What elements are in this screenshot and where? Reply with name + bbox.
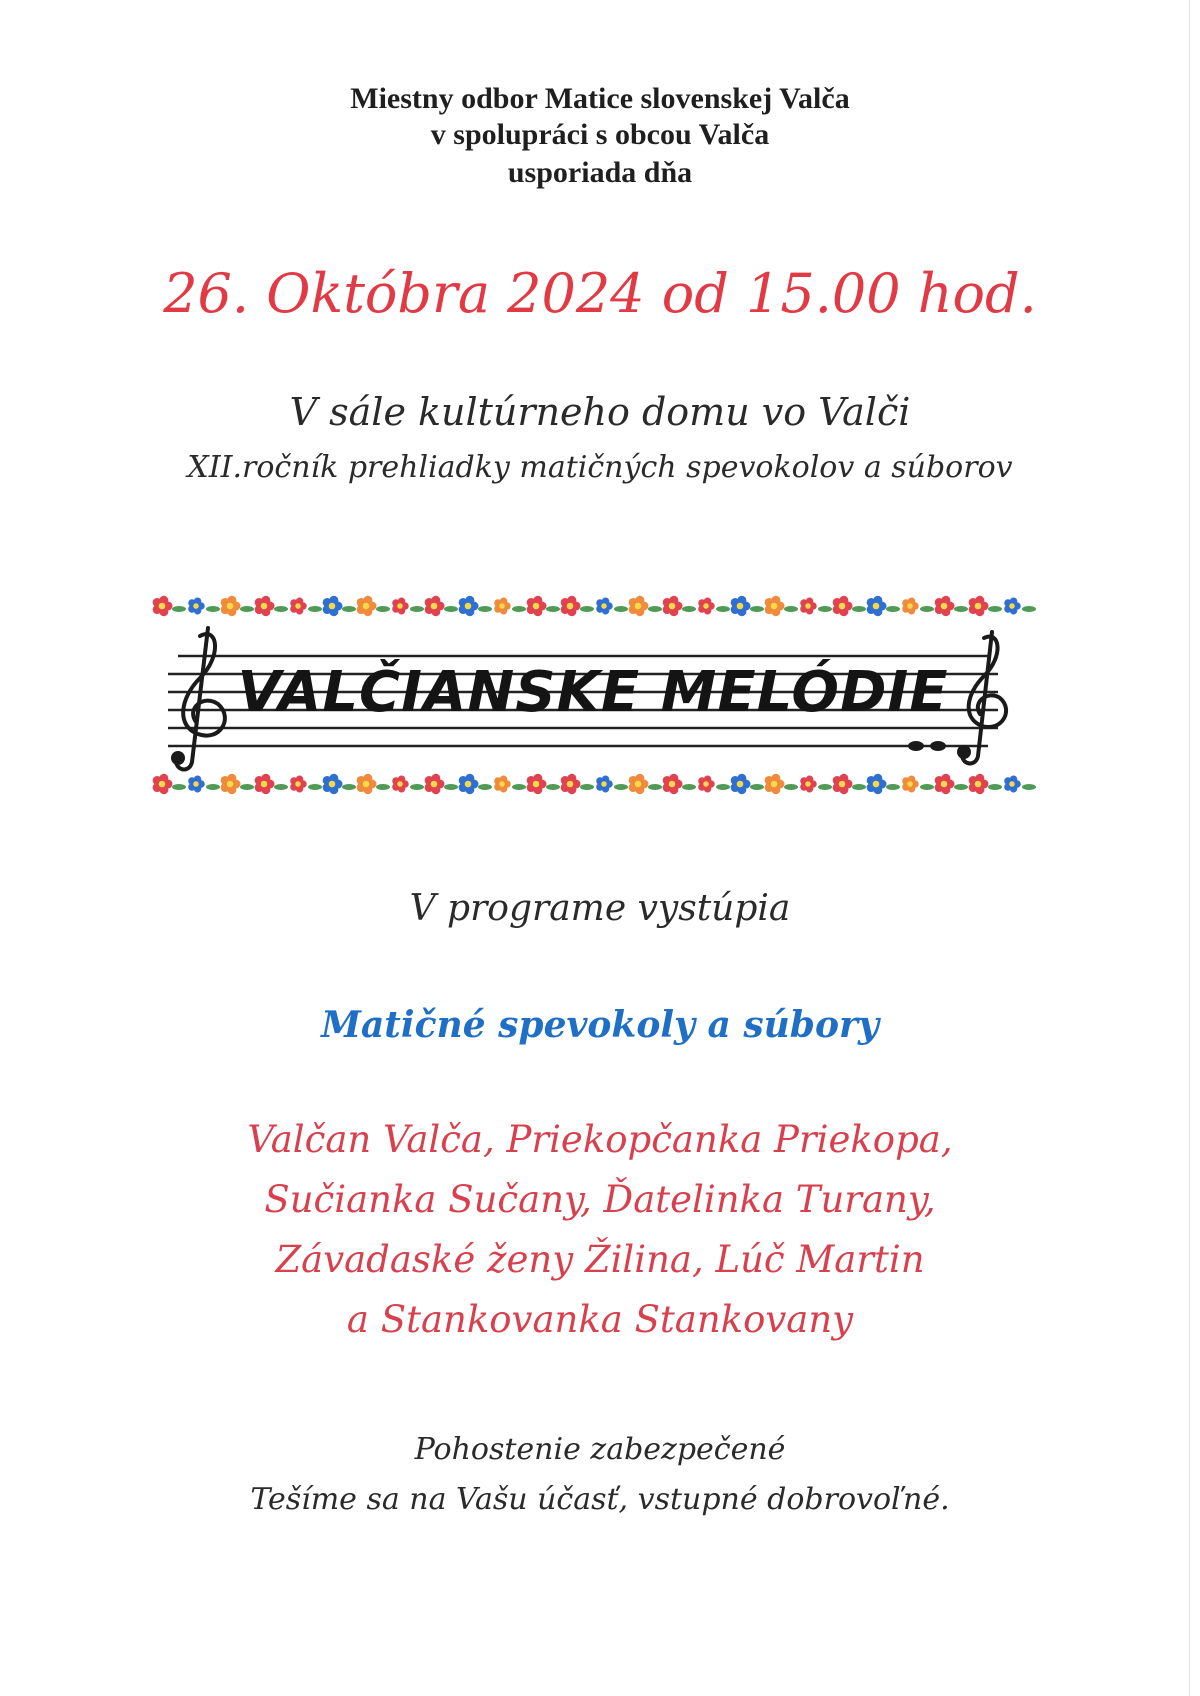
flower-center	[159, 781, 166, 788]
ensembles-line-3: Závadaské ženy Žilina, Lúč Martin	[275, 1238, 925, 1281]
flower-center	[1009, 781, 1015, 787]
flower-leaf	[342, 606, 356, 612]
flower-leaf	[274, 784, 288, 790]
ensembles-line-1: Valčan Valča, Priekopčanka Priekopa,	[247, 1118, 953, 1161]
floral-border-bottom	[153, 774, 1036, 794]
flower-leaf	[376, 606, 390, 612]
flower-center	[567, 781, 574, 788]
flower-leaf	[682, 784, 696, 790]
ensembles-line-4: a Stankovanka Stankovany	[346, 1298, 854, 1341]
refreshments-note: Pohostenie zabezpečené	[414, 1432, 786, 1467]
flower-leaf	[444, 784, 458, 790]
flower-leaf	[172, 606, 186, 612]
flower-center	[669, 781, 676, 788]
flower-leaf	[716, 606, 730, 612]
event-date-time: 26. Októbra 2024 od 15.00 hod.	[163, 262, 1037, 325]
flower-leaf	[784, 784, 798, 790]
flower-center	[465, 781, 472, 788]
flower-leaf	[342, 784, 356, 790]
flower-center	[601, 781, 607, 787]
flower-leaf	[376, 784, 390, 790]
flower-leaf	[240, 606, 254, 612]
flower-leaf	[546, 784, 560, 790]
flower-center	[261, 781, 268, 788]
flower-leaf	[512, 606, 526, 612]
groups-heading: Matičné spevokoly a súbory	[321, 1004, 879, 1046]
flower-leaf	[444, 606, 458, 612]
flower-center	[669, 603, 676, 610]
flower-center	[159, 603, 166, 610]
flower-center	[737, 603, 744, 610]
organizer-line-2: v spolupráci s obcou Valča	[430, 118, 770, 151]
flower-center	[941, 781, 948, 788]
flower-center	[601, 603, 607, 609]
flower-center	[431, 603, 438, 610]
flower-center	[363, 781, 370, 788]
flower-leaf	[750, 784, 764, 790]
flower-leaf	[648, 606, 662, 612]
flower-center	[805, 603, 811, 609]
flower-center	[499, 603, 505, 609]
flower-leaf	[410, 784, 424, 790]
flower-leaf	[308, 784, 322, 790]
flower-center	[635, 781, 642, 788]
flower-center	[839, 603, 846, 610]
flower-leaf	[682, 606, 696, 612]
flower-leaf	[546, 606, 560, 612]
flower-center	[635, 603, 642, 610]
flower-center	[193, 781, 199, 787]
flower-leaf	[750, 606, 764, 612]
flower-center	[941, 603, 948, 610]
flower-leaf	[954, 784, 968, 790]
flower-leaf	[478, 606, 492, 612]
invitation-note: Tešíme sa na Vašu účasť, vstupné dobrovoľné.	[250, 1482, 950, 1517]
flower-center	[907, 603, 913, 609]
flower-leaf	[988, 606, 1002, 612]
flower-leaf	[240, 784, 254, 790]
flower-center	[465, 603, 472, 610]
flower-center	[397, 781, 403, 787]
flower-leaf	[886, 606, 900, 612]
flower-center	[533, 781, 540, 788]
ensembles-line-2: Sučianka Sučany, Ďatelinka Turany,	[264, 1178, 936, 1221]
flower-leaf	[580, 784, 594, 790]
floral-border-top	[153, 596, 1036, 616]
flower-leaf	[478, 784, 492, 790]
flower-leaf	[580, 606, 594, 612]
flower-leaf	[818, 606, 832, 612]
flower-leaf	[206, 606, 220, 612]
banner-title: VALČIANSKE MELÓDIE	[237, 660, 949, 725]
flower-leaf	[1022, 784, 1036, 790]
flower-center	[193, 603, 199, 609]
flower-center	[499, 781, 505, 787]
flower-center	[771, 781, 778, 788]
flower-leaf	[614, 784, 628, 790]
folk-banner	[148, 586, 1038, 806]
flower-center	[873, 781, 880, 788]
flower-center	[567, 603, 574, 610]
flower-center	[839, 781, 846, 788]
flower-leaf	[1022, 606, 1036, 612]
flower-leaf	[648, 784, 662, 790]
flower-leaf	[852, 606, 866, 612]
organizer-line-3: usporiada dňa	[507, 156, 693, 189]
flower-leaf	[920, 784, 934, 790]
flower-center	[737, 781, 744, 788]
flower-leaf	[172, 784, 186, 790]
flower-center	[907, 781, 913, 787]
flower-leaf	[716, 784, 730, 790]
flower-center	[397, 603, 403, 609]
flower-center	[227, 603, 234, 610]
flower-leaf	[512, 784, 526, 790]
flower-center	[533, 603, 540, 610]
flower-leaf	[274, 606, 288, 612]
flower-leaf	[206, 784, 220, 790]
flower-leaf	[988, 784, 1002, 790]
flower-center	[975, 781, 982, 788]
flower-leaf	[308, 606, 322, 612]
flower-center	[771, 603, 778, 610]
event-venue: V sále kultúrneho domu vo Valči	[289, 390, 911, 434]
flower-leaf	[852, 784, 866, 790]
flower-center	[363, 603, 370, 610]
flower-center	[329, 603, 336, 610]
flower-leaf	[920, 606, 934, 612]
flower-center	[431, 781, 438, 788]
flower-leaf	[886, 784, 900, 790]
flower-center	[295, 781, 301, 787]
flower-center	[329, 781, 336, 788]
flower-leaf	[818, 784, 832, 790]
flower-center	[227, 781, 234, 788]
flower-leaf	[784, 606, 798, 612]
flower-leaf	[954, 606, 968, 612]
flower-leaf	[614, 606, 628, 612]
flower-center	[261, 603, 268, 610]
flower-center	[1009, 603, 1015, 609]
flower-center	[805, 781, 811, 787]
event-edition: XII.ročník prehliadky matičných spevokolov a súborov	[187, 450, 1013, 485]
flower-center	[703, 781, 709, 787]
organizer-line-1: Miestny odbor Matice slovenskej Valča	[350, 82, 850, 115]
flower-leaf	[410, 606, 424, 612]
flower-center	[873, 603, 880, 610]
program-intro: V programe vystúpia	[409, 888, 791, 929]
flower-center	[975, 603, 982, 610]
flower-center	[295, 603, 301, 609]
flower-center	[703, 603, 709, 609]
